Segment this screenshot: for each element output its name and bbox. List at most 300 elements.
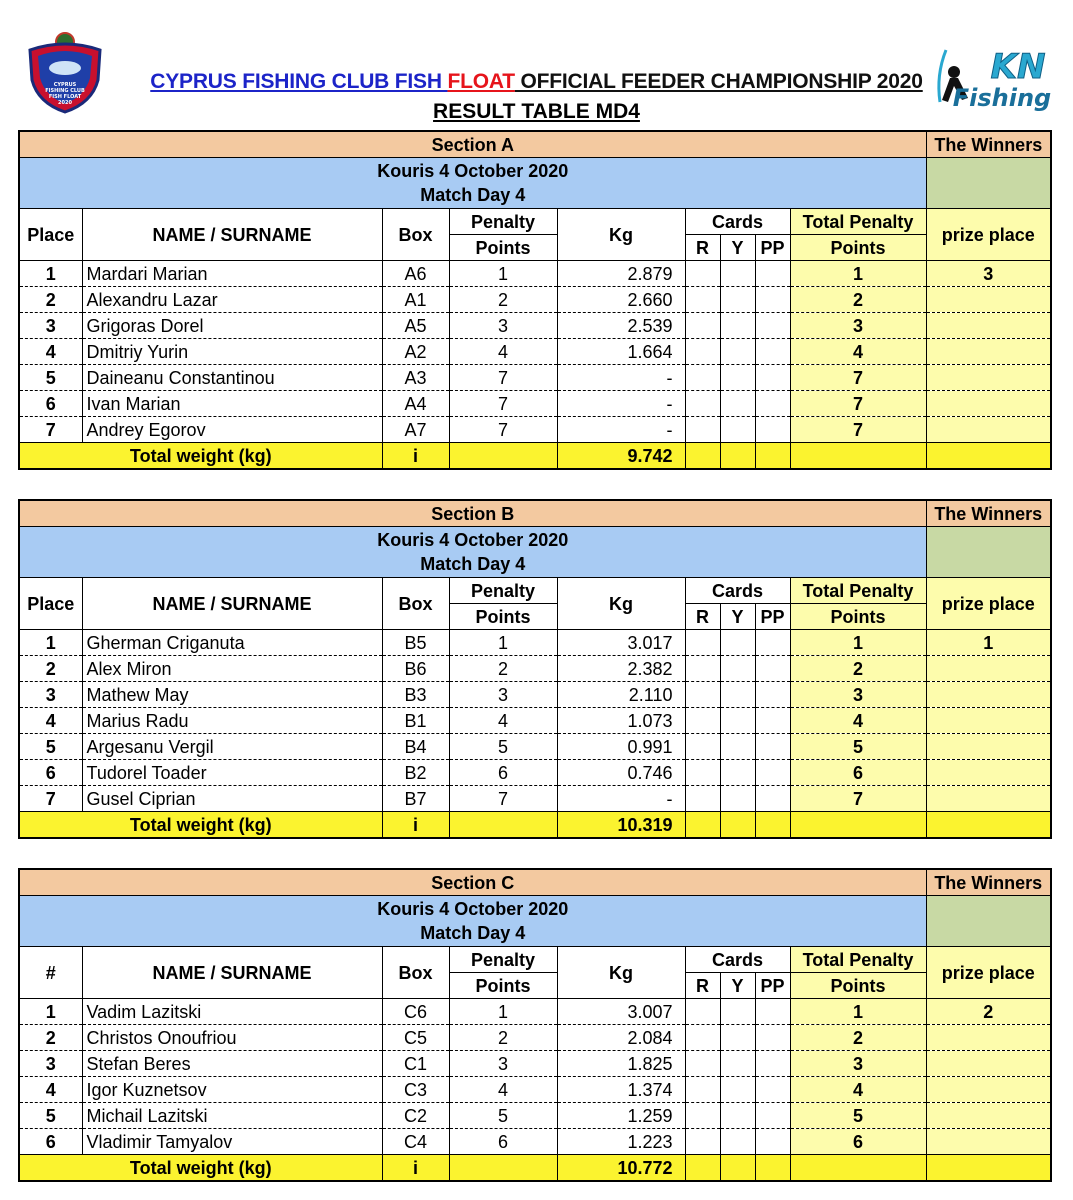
place-cell: 2 bbox=[19, 287, 82, 313]
name-cell: Vladimir Tamyalov bbox=[82, 1129, 382, 1155]
total-empty-2 bbox=[685, 812, 720, 839]
col-name: NAME / SURNAME bbox=[82, 209, 382, 261]
col-penalty-2: Points bbox=[449, 604, 557, 630]
col-cards: Cards bbox=[685, 578, 790, 604]
col-card-r: R bbox=[685, 235, 720, 261]
card-y-cell bbox=[720, 261, 755, 287]
total-empty-5 bbox=[790, 812, 926, 839]
col-kg: Kg bbox=[557, 209, 685, 261]
winners-header: The Winners bbox=[926, 131, 1051, 158]
col-card-r: R bbox=[685, 604, 720, 630]
venue-date: Kouris 4 October 2020 bbox=[377, 530, 569, 550]
winners-header: The Winners bbox=[926, 869, 1051, 896]
table-row bbox=[19, 1129, 1051, 1155]
name-cell: Gusel Ciprian bbox=[82, 786, 382, 812]
kg-cell: 2.084 bbox=[557, 1025, 685, 1051]
logo-fishing-text: Fishing bbox=[952, 84, 1052, 112]
card-y-cell bbox=[720, 734, 755, 760]
name-cell: Michail Lazitski bbox=[82, 1103, 382, 1129]
kg-cell: 2.879 bbox=[557, 261, 685, 287]
kg-cell: 1.664 bbox=[557, 339, 685, 365]
total-box-cell: i bbox=[382, 443, 449, 470]
card-r-cell bbox=[685, 1025, 720, 1051]
col-total-penalty-2: Points bbox=[790, 235, 926, 261]
logo-text-1: CYPRUS bbox=[53, 82, 77, 88]
logo-text-3: FISH FLOAT bbox=[48, 94, 82, 100]
card-r-cell bbox=[685, 682, 720, 708]
section-title: Section A bbox=[19, 131, 926, 158]
table-row bbox=[19, 391, 1051, 417]
total-penalty-cell: 2 bbox=[790, 287, 926, 313]
table-row bbox=[19, 1103, 1051, 1129]
box-cell: B7 bbox=[382, 786, 449, 812]
col-card-r: R bbox=[685, 973, 720, 999]
section-c bbox=[18, 868, 1050, 1182]
penalty-cell: 2 bbox=[449, 656, 557, 682]
kg-cell: 1.374 bbox=[557, 1077, 685, 1103]
card-y-cell bbox=[720, 391, 755, 417]
col-name: NAME / SURNAME bbox=[82, 947, 382, 999]
table-row bbox=[19, 339, 1051, 365]
logo-text-4: 2020 bbox=[58, 100, 72, 106]
card-y-cell bbox=[720, 656, 755, 682]
card-y-cell bbox=[720, 708, 755, 734]
col-total-penalty-2: Points bbox=[790, 973, 926, 999]
col-card-y: Y bbox=[720, 973, 755, 999]
section-title: Section C bbox=[19, 869, 926, 896]
place-cell: 3 bbox=[19, 313, 82, 339]
col-kg: Kg bbox=[557, 947, 685, 999]
card-pp-cell bbox=[755, 760, 790, 786]
name-cell: Marius Radu bbox=[82, 708, 382, 734]
penalty-cell: 4 bbox=[449, 1077, 557, 1103]
penalty-cell: 2 bbox=[449, 1025, 557, 1051]
prize-cell bbox=[926, 656, 1051, 682]
place-cell: 6 bbox=[19, 1129, 82, 1155]
title-part-1: CYPRUS FISHING CLUB FISH bbox=[150, 70, 448, 93]
total-penalty-cell: 3 bbox=[790, 1051, 926, 1077]
total-penalty-cell: 6 bbox=[790, 760, 926, 786]
total-penalty-cell: 1 bbox=[790, 630, 926, 656]
kg-cell: - bbox=[557, 365, 685, 391]
table-row bbox=[19, 313, 1051, 339]
col-place: Place bbox=[19, 578, 82, 630]
table-row bbox=[19, 999, 1051, 1025]
card-y-cell bbox=[720, 287, 755, 313]
box-cell: C4 bbox=[382, 1129, 449, 1155]
col-box: Box bbox=[382, 578, 449, 630]
col-name: NAME / SURNAME bbox=[82, 578, 382, 630]
card-y-cell bbox=[720, 999, 755, 1025]
results-table bbox=[18, 499, 1052, 839]
col-penalty-2: Points bbox=[449, 235, 557, 261]
prize-cell bbox=[926, 417, 1051, 443]
box-cell: A4 bbox=[382, 391, 449, 417]
total-penalty-cell: 2 bbox=[790, 1025, 926, 1051]
table-row bbox=[19, 708, 1051, 734]
place-cell: 4 bbox=[19, 1077, 82, 1103]
card-pp-cell bbox=[755, 391, 790, 417]
col-kg: Kg bbox=[557, 578, 685, 630]
total-penalty-cell: 5 bbox=[790, 1103, 926, 1129]
total-empty-6 bbox=[926, 812, 1051, 839]
title-part-2: FLOAT bbox=[447, 70, 515, 93]
total-penalty-cell: 4 bbox=[790, 708, 926, 734]
penalty-cell: 1 bbox=[449, 261, 557, 287]
total-weight-value: 10.319 bbox=[557, 812, 685, 839]
penalty-cell: 6 bbox=[449, 1129, 557, 1155]
place-cell: 4 bbox=[19, 708, 82, 734]
section-title: Section B bbox=[19, 500, 926, 527]
total-penalty-cell: 4 bbox=[790, 339, 926, 365]
total-penalty-cell: 4 bbox=[790, 1077, 926, 1103]
card-y-cell bbox=[720, 417, 755, 443]
penalty-cell: 4 bbox=[449, 708, 557, 734]
kg-cell: 2.660 bbox=[557, 287, 685, 313]
card-y-cell bbox=[720, 1025, 755, 1051]
box-cell: A1 bbox=[382, 287, 449, 313]
name-cell: Argesanu Vergil bbox=[82, 734, 382, 760]
prize-cell bbox=[926, 1051, 1051, 1077]
col-card-pp: PP bbox=[755, 604, 790, 630]
kg-cell: 1.825 bbox=[557, 1051, 685, 1077]
total-penalty-cell: 6 bbox=[790, 1129, 926, 1155]
table-row bbox=[19, 630, 1051, 656]
card-pp-cell bbox=[755, 417, 790, 443]
total-empty-2 bbox=[685, 443, 720, 470]
prize-cell bbox=[926, 682, 1051, 708]
table-row bbox=[19, 1051, 1051, 1077]
card-pp-cell bbox=[755, 656, 790, 682]
penalty-cell: 3 bbox=[449, 682, 557, 708]
prize-cell bbox=[926, 391, 1051, 417]
place-cell: 6 bbox=[19, 760, 82, 786]
table-row bbox=[19, 682, 1051, 708]
card-pp-cell bbox=[755, 786, 790, 812]
table-row bbox=[19, 365, 1051, 391]
card-r-cell bbox=[685, 391, 720, 417]
card-y-cell bbox=[720, 365, 755, 391]
col-prize: prize place bbox=[926, 947, 1051, 999]
venue-date: Kouris 4 October 2020 bbox=[377, 161, 569, 181]
kg-cell: 1.259 bbox=[557, 1103, 685, 1129]
card-r-cell bbox=[685, 630, 720, 656]
box-cell: B1 bbox=[382, 708, 449, 734]
box-cell: A6 bbox=[382, 261, 449, 287]
card-r-cell bbox=[685, 656, 720, 682]
venue-block bbox=[19, 158, 926, 209]
winners-spacer bbox=[926, 527, 1051, 578]
total-empty-4 bbox=[755, 812, 790, 839]
card-r-cell bbox=[685, 1129, 720, 1155]
col-penalty-2: Points bbox=[449, 973, 557, 999]
card-pp-cell bbox=[755, 1051, 790, 1077]
match-day: Match Day 4 bbox=[420, 185, 526, 205]
name-cell: Igor Kuznetsov bbox=[82, 1077, 382, 1103]
col-penalty-1: Penalty bbox=[449, 578, 557, 604]
penalty-cell: 6 bbox=[449, 760, 557, 786]
prize-cell bbox=[926, 287, 1051, 313]
match-day: Match Day 4 bbox=[420, 554, 526, 574]
col-total-penalty-1: Total Penalty bbox=[790, 209, 926, 235]
card-pp-cell bbox=[755, 1077, 790, 1103]
place-cell: 5 bbox=[19, 1103, 82, 1129]
col-box: Box bbox=[382, 947, 449, 999]
col-total-penalty-1: Total Penalty bbox=[790, 578, 926, 604]
total-empty-6 bbox=[926, 443, 1051, 470]
card-r-cell bbox=[685, 999, 720, 1025]
place-cell: 5 bbox=[19, 734, 82, 760]
prize-cell bbox=[926, 760, 1051, 786]
box-cell: C5 bbox=[382, 1025, 449, 1051]
table-row bbox=[19, 760, 1051, 786]
name-cell: Alex Miron bbox=[82, 656, 382, 682]
penalty-cell: 1 bbox=[449, 999, 557, 1025]
penalty-cell: 7 bbox=[449, 391, 557, 417]
place-cell: 1 bbox=[19, 630, 82, 656]
name-cell: Tudorel Toader bbox=[82, 760, 382, 786]
penalty-cell: 7 bbox=[449, 417, 557, 443]
penalty-cell: 7 bbox=[449, 365, 557, 391]
place-cell: 3 bbox=[19, 682, 82, 708]
col-cards: Cards bbox=[685, 947, 790, 973]
card-pp-cell bbox=[755, 1129, 790, 1155]
box-cell: C1 bbox=[382, 1051, 449, 1077]
name-cell: Christos Onoufriou bbox=[82, 1025, 382, 1051]
section-a bbox=[18, 130, 1050, 470]
col-card-y: Y bbox=[720, 604, 755, 630]
col-card-pp: PP bbox=[755, 973, 790, 999]
card-r-cell bbox=[685, 786, 720, 812]
card-pp-cell bbox=[755, 313, 790, 339]
winners-spacer bbox=[926, 158, 1051, 209]
name-cell: Vadim Lazitski bbox=[82, 999, 382, 1025]
total-empty-4 bbox=[755, 443, 790, 470]
card-pp-cell bbox=[755, 339, 790, 365]
col-place: Place bbox=[19, 209, 82, 261]
card-pp-cell bbox=[755, 999, 790, 1025]
place-cell: 3 bbox=[19, 1051, 82, 1077]
card-y-cell bbox=[720, 1077, 755, 1103]
name-cell: Gherman Criganuta bbox=[82, 630, 382, 656]
kg-cell: - bbox=[557, 417, 685, 443]
table-row bbox=[19, 786, 1051, 812]
match-day: Match Day 4 bbox=[420, 923, 526, 943]
kg-cell: - bbox=[557, 786, 685, 812]
col-prize: prize place bbox=[926, 578, 1051, 630]
total-penalty-cell: 3 bbox=[790, 682, 926, 708]
table-row bbox=[19, 734, 1051, 760]
prize-cell bbox=[926, 339, 1051, 365]
kg-cell: 2.539 bbox=[557, 313, 685, 339]
total-weight-value: 10.772 bbox=[557, 1155, 685, 1182]
card-y-cell bbox=[720, 1103, 755, 1129]
place-cell: 5 bbox=[19, 365, 82, 391]
total-penalty-cell: 5 bbox=[790, 734, 926, 760]
box-cell: A7 bbox=[382, 417, 449, 443]
title-part-3: OFFICIAL FEEDER CHAMPIONSHIP 2020 bbox=[514, 70, 923, 93]
total-penalty-cell: 7 bbox=[790, 365, 926, 391]
col-box: Box bbox=[382, 209, 449, 261]
col-card-pp: PP bbox=[755, 235, 790, 261]
penalty-cell: 7 bbox=[449, 786, 557, 812]
box-cell: A5 bbox=[382, 313, 449, 339]
card-pp-cell bbox=[755, 287, 790, 313]
table-row bbox=[19, 261, 1051, 287]
penalty-cell: 5 bbox=[449, 734, 557, 760]
total-penalty-cell: 7 bbox=[790, 786, 926, 812]
card-y-cell bbox=[720, 682, 755, 708]
penalty-cell: 1 bbox=[449, 630, 557, 656]
box-cell: B6 bbox=[382, 656, 449, 682]
box-cell: A2 bbox=[382, 339, 449, 365]
kg-cell: 0.746 bbox=[557, 760, 685, 786]
total-penalty-cell: 1 bbox=[790, 999, 926, 1025]
col-place: # bbox=[19, 947, 82, 999]
box-cell: C6 bbox=[382, 999, 449, 1025]
venue-block bbox=[19, 527, 926, 578]
place-cell: 1 bbox=[19, 261, 82, 287]
section-b bbox=[18, 499, 1050, 839]
box-cell: B2 bbox=[382, 760, 449, 786]
card-y-cell bbox=[720, 630, 755, 656]
penalty-cell: 2 bbox=[449, 287, 557, 313]
page-title bbox=[0, 70, 1073, 94]
total-empty-1 bbox=[449, 1155, 557, 1182]
name-cell: Andrey Egorov bbox=[82, 417, 382, 443]
total-weight-label: Total weight (kg) bbox=[19, 443, 382, 470]
total-empty-3 bbox=[720, 812, 755, 839]
card-pp-cell bbox=[755, 1025, 790, 1051]
name-cell: Mathew May bbox=[82, 682, 382, 708]
penalty-cell: 4 bbox=[449, 339, 557, 365]
total-penalty-cell: 1 bbox=[790, 261, 926, 287]
total-penalty-cell: 7 bbox=[790, 417, 926, 443]
logo-kn-text: KN bbox=[990, 47, 1046, 87]
place-cell: 2 bbox=[19, 1025, 82, 1051]
prize-cell bbox=[926, 734, 1051, 760]
prize-cell bbox=[926, 1103, 1051, 1129]
box-cell: C2 bbox=[382, 1103, 449, 1129]
page-subtitle: RESULT TABLE MD4 bbox=[433, 100, 640, 123]
card-r-cell bbox=[685, 339, 720, 365]
col-total-penalty-2: Points bbox=[790, 604, 926, 630]
place-cell: 6 bbox=[19, 391, 82, 417]
kn-fishing-logo bbox=[928, 30, 1056, 116]
prize-cell bbox=[926, 786, 1051, 812]
col-total-penalty-1: Total Penalty bbox=[790, 947, 926, 973]
total-empty-3 bbox=[720, 443, 755, 470]
box-cell: B3 bbox=[382, 682, 449, 708]
table-row bbox=[19, 1077, 1051, 1103]
name-cell: Stefan Beres bbox=[82, 1051, 382, 1077]
card-r-cell bbox=[685, 261, 720, 287]
card-r-cell bbox=[685, 708, 720, 734]
kg-cell: 2.110 bbox=[557, 682, 685, 708]
prize-cell bbox=[926, 1077, 1051, 1103]
penalty-cell: 5 bbox=[449, 1103, 557, 1129]
venue-date: Kouris 4 October 2020 bbox=[377, 899, 569, 919]
prize-cell bbox=[926, 1129, 1051, 1155]
kg-cell: - bbox=[557, 391, 685, 417]
total-empty-1 bbox=[449, 443, 557, 470]
card-r-cell bbox=[685, 417, 720, 443]
table-row bbox=[19, 287, 1051, 313]
card-r-cell bbox=[685, 760, 720, 786]
col-prize: prize place bbox=[926, 209, 1051, 261]
winners-header: The Winners bbox=[926, 500, 1051, 527]
prize-cell bbox=[926, 708, 1051, 734]
winners-spacer bbox=[926, 896, 1051, 947]
card-y-cell bbox=[720, 1129, 755, 1155]
venue-block bbox=[19, 896, 926, 947]
card-r-cell bbox=[685, 1051, 720, 1077]
penalty-cell: 3 bbox=[449, 1051, 557, 1077]
place-cell: 2 bbox=[19, 656, 82, 682]
prize-cell bbox=[926, 1025, 1051, 1051]
prize-cell: 1 bbox=[926, 630, 1051, 656]
kg-cell: 3.007 bbox=[557, 999, 685, 1025]
card-y-cell bbox=[720, 313, 755, 339]
results-table bbox=[18, 130, 1052, 470]
table-row bbox=[19, 417, 1051, 443]
kg-cell: 1.073 bbox=[557, 708, 685, 734]
total-weight-label: Total weight (kg) bbox=[19, 1155, 382, 1182]
total-empty-5 bbox=[790, 1155, 926, 1182]
card-r-cell bbox=[685, 365, 720, 391]
total-empty-1 bbox=[449, 812, 557, 839]
place-cell: 7 bbox=[19, 786, 82, 812]
prize-cell: 2 bbox=[926, 999, 1051, 1025]
card-r-cell bbox=[685, 287, 720, 313]
name-cell: Dmitriy Yurin bbox=[82, 339, 382, 365]
results-table bbox=[18, 868, 1052, 1182]
card-r-cell bbox=[685, 1103, 720, 1129]
total-box-cell: i bbox=[382, 812, 449, 839]
card-r-cell bbox=[685, 1077, 720, 1103]
total-empty-6 bbox=[926, 1155, 1051, 1182]
total-penalty-cell: 2 bbox=[790, 656, 926, 682]
col-penalty-1: Penalty bbox=[449, 947, 557, 973]
card-pp-cell bbox=[755, 261, 790, 287]
name-cell: Daineanu Constantinou bbox=[82, 365, 382, 391]
card-pp-cell bbox=[755, 1103, 790, 1129]
total-empty-4 bbox=[755, 1155, 790, 1182]
kg-cell: 2.382 bbox=[557, 656, 685, 682]
penalty-cell: 3 bbox=[449, 313, 557, 339]
table-row bbox=[19, 656, 1051, 682]
total-empty-3 bbox=[720, 1155, 755, 1182]
card-y-cell bbox=[720, 1051, 755, 1077]
name-cell: Grigoras Dorel bbox=[82, 313, 382, 339]
col-card-y: Y bbox=[720, 235, 755, 261]
card-r-cell bbox=[685, 313, 720, 339]
card-r-cell bbox=[685, 734, 720, 760]
total-weight-value: 9.742 bbox=[557, 443, 685, 470]
total-weight-label: Total weight (kg) bbox=[19, 812, 382, 839]
total-box-cell: i bbox=[382, 1155, 449, 1182]
place-cell: 7 bbox=[19, 417, 82, 443]
col-cards: Cards bbox=[685, 209, 790, 235]
card-y-cell bbox=[720, 786, 755, 812]
prize-cell: 3 bbox=[926, 261, 1051, 287]
card-y-cell bbox=[720, 760, 755, 786]
card-y-cell bbox=[720, 339, 755, 365]
table-row bbox=[19, 1025, 1051, 1051]
prize-cell bbox=[926, 313, 1051, 339]
place-cell: 4 bbox=[19, 339, 82, 365]
prize-cell bbox=[926, 365, 1051, 391]
